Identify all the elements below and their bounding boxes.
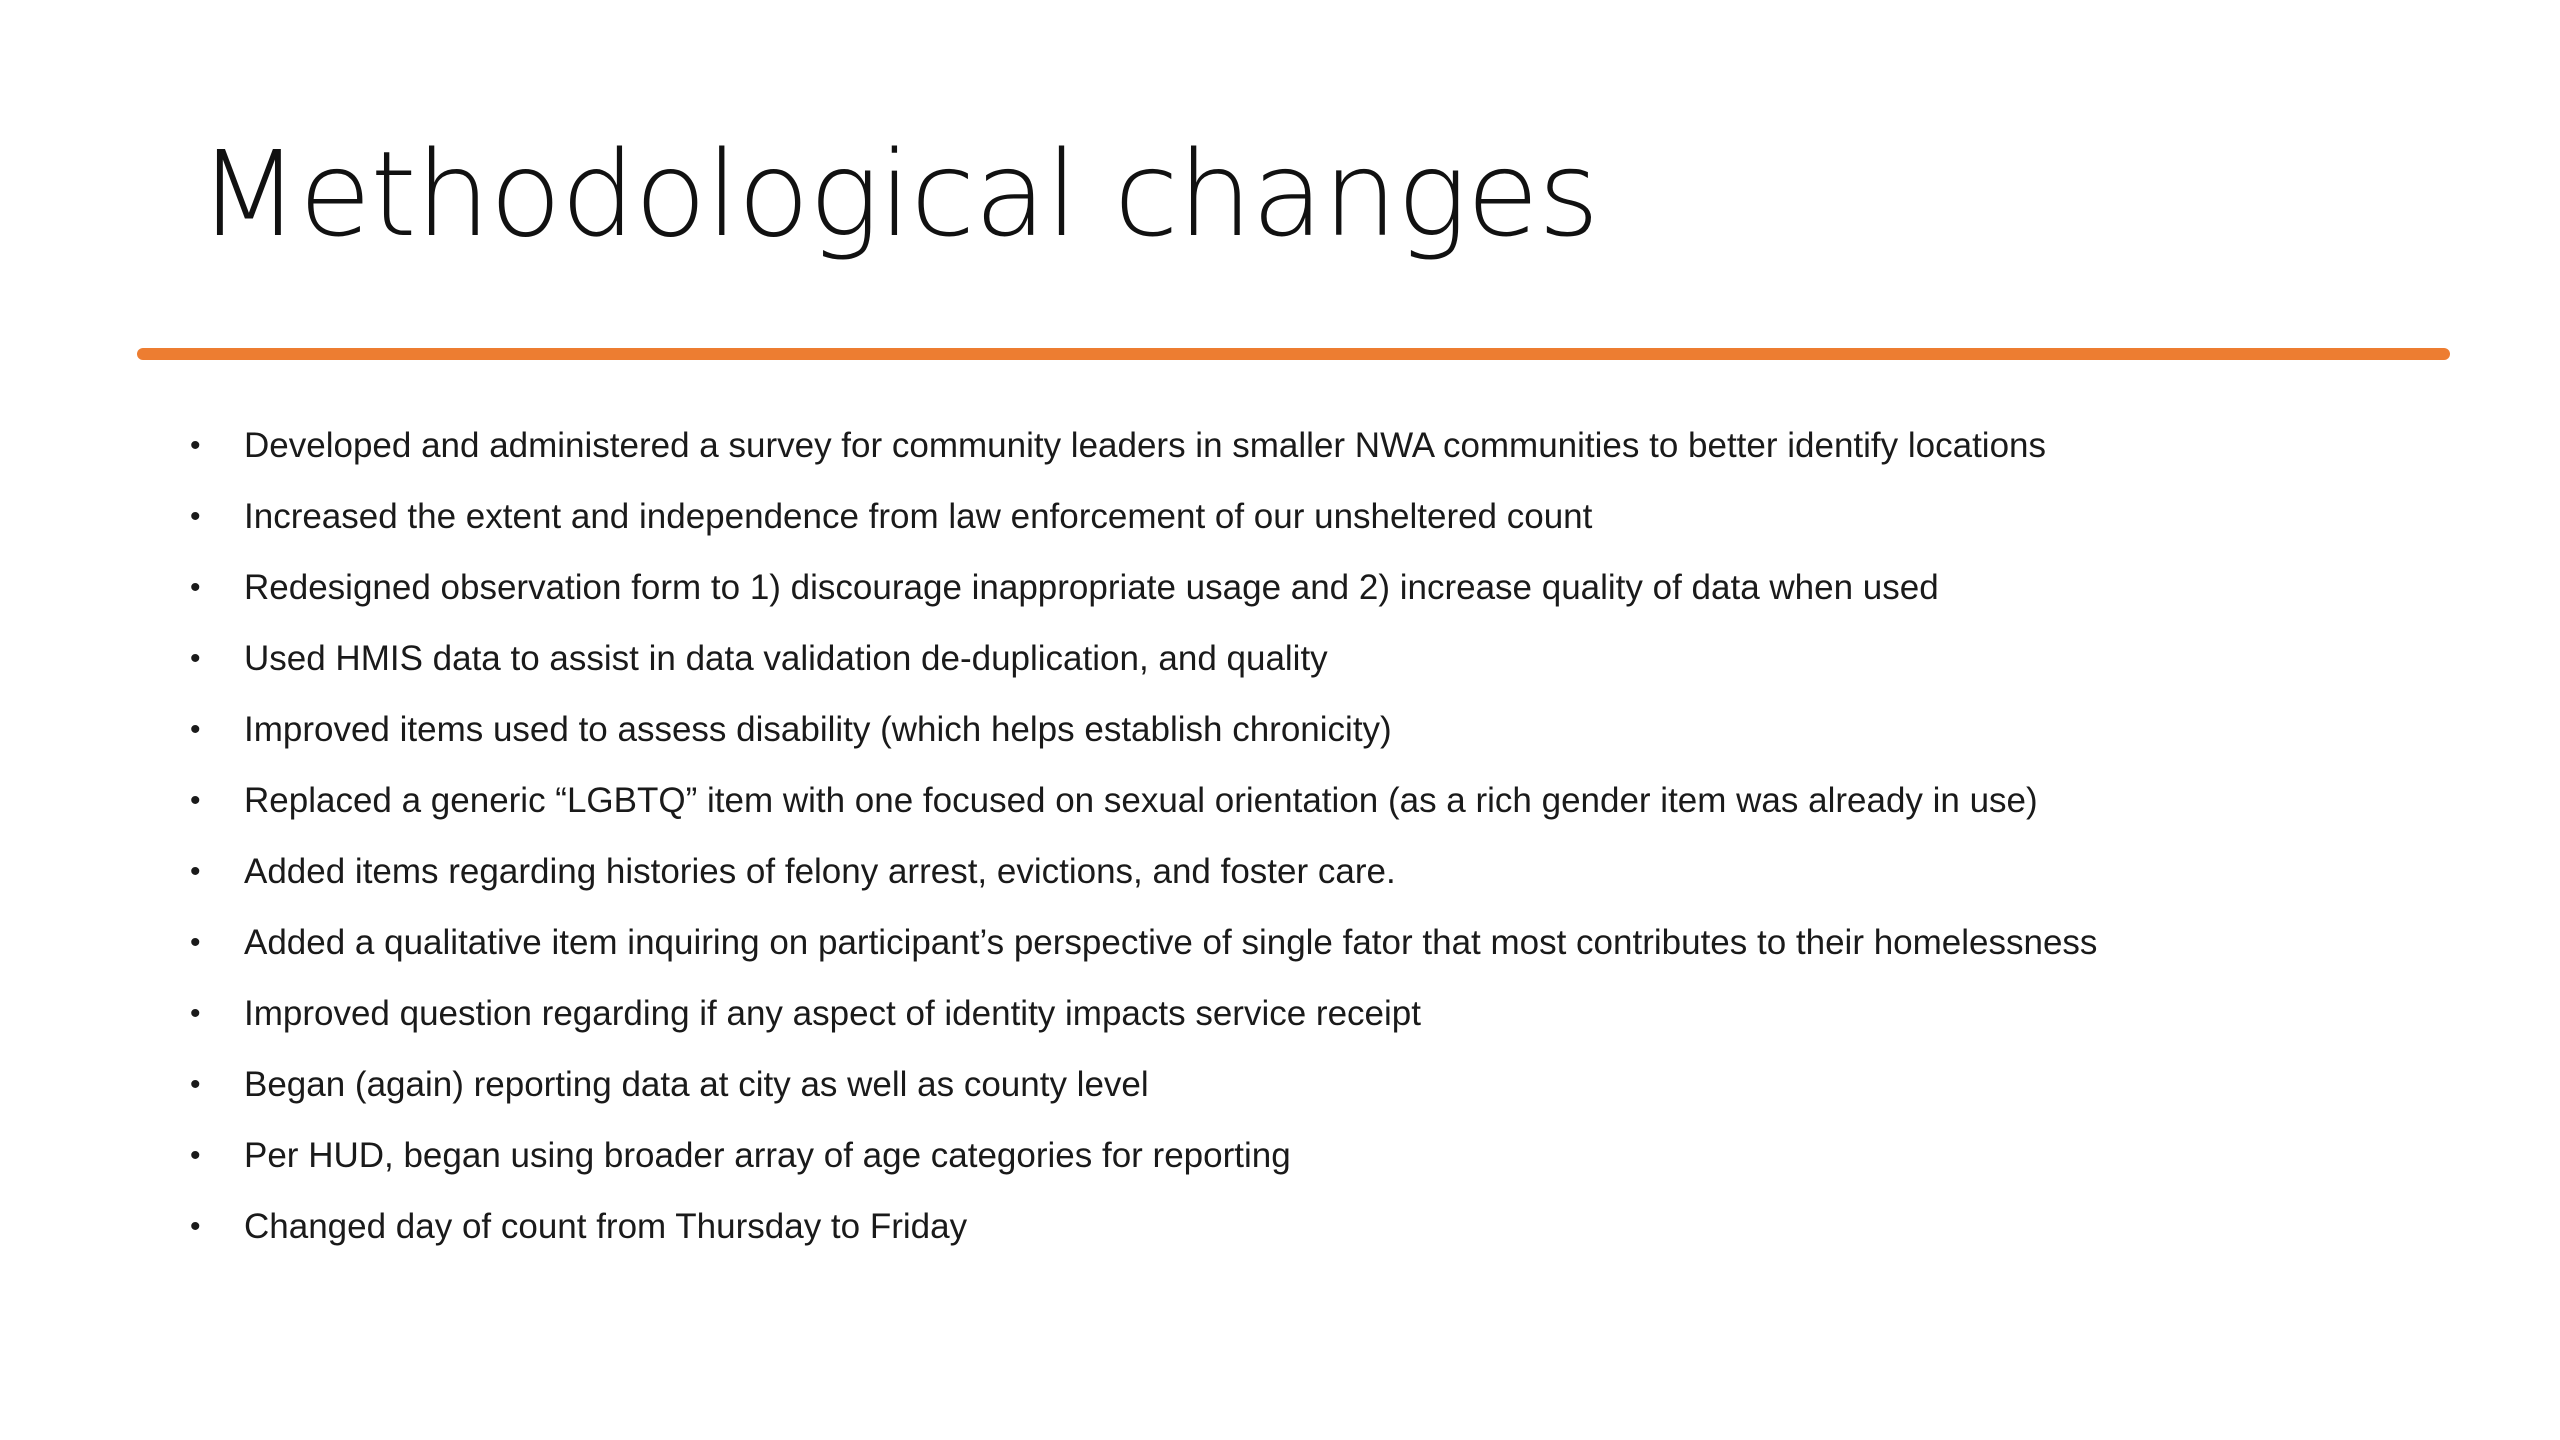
bullet-item: [190, 410, 2470, 481]
bullet-text: Per HUD, began using broader array of age categories for reporting: [244, 1135, 1291, 1175]
bullet-item: [190, 552, 2470, 623]
bullet-item: [190, 836, 2470, 907]
bullet-item: [190, 1191, 2470, 1262]
bullet-text: Increased the extent and independence from law enforcement of our unsheltered count: [244, 496, 1593, 536]
bullet-text: Replaced a generic “LGBTQ” item with one focused on sexual orientation (as a rich gender item was already in use): [244, 780, 2038, 820]
title-underline-rule: [137, 348, 2450, 360]
bullet-item: [190, 481, 2470, 552]
slide-title: Methodological changes: [198, 125, 1599, 263]
bullet-text: Added a qualitative item inquiring on participant’s perspective of single fator that most contributes to their homelessness: [244, 922, 2098, 962]
bullet-item: [190, 623, 2470, 694]
bullet-dot-icon: •: [190, 570, 201, 604]
bullet-dot-icon: •: [190, 925, 201, 959]
bullet-dot-icon: •: [190, 428, 201, 462]
bullet-item: [190, 765, 2470, 836]
bullet-item: [190, 1120, 2470, 1191]
bullet-dot-icon: •: [190, 783, 201, 817]
bullet-dot-icon: •: [190, 1138, 201, 1172]
bullet-text: Improved items used to assess disability (which helps establish chronicity): [244, 709, 1392, 749]
bullet-dot-icon: •: [190, 641, 201, 675]
bullet-text: Redesigned observation form to 1) discourage inappropriate usage and 2) increase quality of data when used: [244, 567, 1939, 607]
bullet-text: Developed and administered a survey for community leaders in smaller NWA communities to better identify locations: [244, 425, 2047, 465]
bullet-item: [190, 978, 2470, 1049]
bullet-dot-icon: •: [190, 996, 201, 1030]
bullet-item: [190, 907, 2470, 978]
bullet-dot-icon: •: [190, 1209, 201, 1243]
bullet-text: Added items regarding histories of felony arrest, evictions, and foster care.: [244, 851, 1396, 891]
bullet-text: Began (again) reporting data at city as well as county level: [244, 1064, 1149, 1104]
bullet-text: Used HMIS data to assist in data validation de-duplication, and quality: [244, 638, 1328, 678]
bullet-text: Changed day of count from Thursday to Friday: [244, 1206, 968, 1246]
bullet-item: [190, 694, 2470, 765]
bullet-dot-icon: •: [190, 712, 201, 746]
bullet-dot-icon: •: [190, 1067, 201, 1101]
bullet-text: Improved question regarding if any aspect of identity impacts service receipt: [244, 993, 1421, 1033]
bullet-dot-icon: •: [190, 854, 201, 888]
bullet-list: [190, 410, 2470, 1262]
bullet-item: [190, 1049, 2470, 1120]
bullet-dot-icon: •: [190, 499, 201, 533]
